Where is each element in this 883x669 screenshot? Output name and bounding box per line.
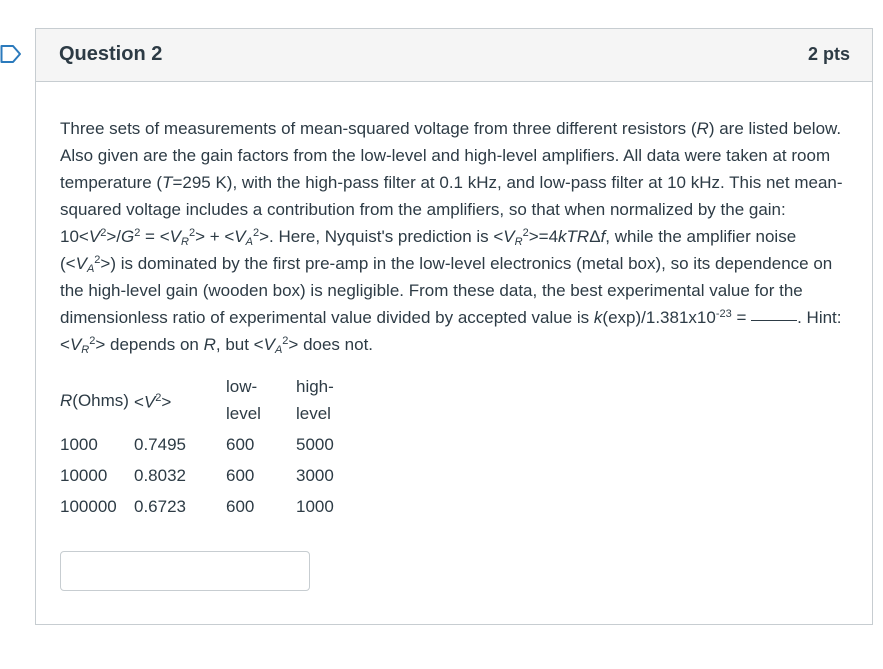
column-header-high-level: high-level — [296, 377, 334, 423]
cell-high-level: 3000 — [296, 465, 334, 485]
column-header-resistance: R(Ohms) — [60, 390, 129, 410]
cell-low-level: 600 — [226, 496, 255, 516]
question-body — [60, 115, 850, 358]
table-row — [60, 429, 360, 460]
cell-resistance: 100000 — [60, 496, 117, 516]
question-title: Question 2 — [59, 43, 163, 65]
bookmark-flag-icon[interactable] — [0, 44, 22, 64]
cell-low-level: 600 — [226, 465, 255, 485]
table-row — [60, 491, 360, 522]
cell-resistance: 1000 — [60, 434, 98, 454]
table-row — [60, 460, 360, 491]
question-card — [35, 28, 873, 625]
inline-answer-blank — [751, 308, 797, 321]
question-header — [36, 29, 872, 82]
cell-low-level: 600 — [226, 434, 255, 454]
cell-voltage: 0.7495 — [134, 434, 186, 454]
question-text: Three sets of measurements of mean-squared voltage from three different resistors (R) are listed below. Also given are the gain factors from the low-level and high-level amplifiers. All data were taken at room temperature (T=295 K), with the high-pass filter at 0.1 kHz, and low-pass filter at 10 kHz. This net mean-squared voltage includes a contribution from the amplifiers, so that when normalized by the gain: $10<V^2>/G^2 = <V_R^2> + <V_A^2>$. Here, Nyquist's prediction is $<V_R^2>=4kTR\Delta f$, while the amplifier noise $(<V_A^2>)$ is dominated by the first pre-amp in the low-level electronics (metal box), so its dependence on the high-level gain (wooden box) is negligible. From these data, the best experimental value for the dimensionless ratio of experimental value divided by accepted value is $k(\exp)/1.381x10^{-23}$ = . $Hint:<V_R^2>$ depends on R, but $<V_A^2>$ does not. — [60, 119, 843, 356]
table-header-row — [60, 371, 360, 429]
cell-voltage: 0.8032 — [134, 465, 186, 485]
cell-high-level: 5000 — [296, 434, 334, 454]
cell-voltage: 0.6723 — [134, 496, 186, 516]
column-header-voltage: $<V^2>$ — [134, 391, 172, 412]
data-table — [60, 371, 360, 522]
cell-resistance: 10000 — [60, 465, 108, 485]
column-header-low-level: low-level — [226, 377, 261, 423]
answer-input[interactable] — [60, 551, 310, 591]
question-points: 2 pts — [807, 44, 850, 64]
cell-high-level: 1000 — [296, 496, 334, 516]
